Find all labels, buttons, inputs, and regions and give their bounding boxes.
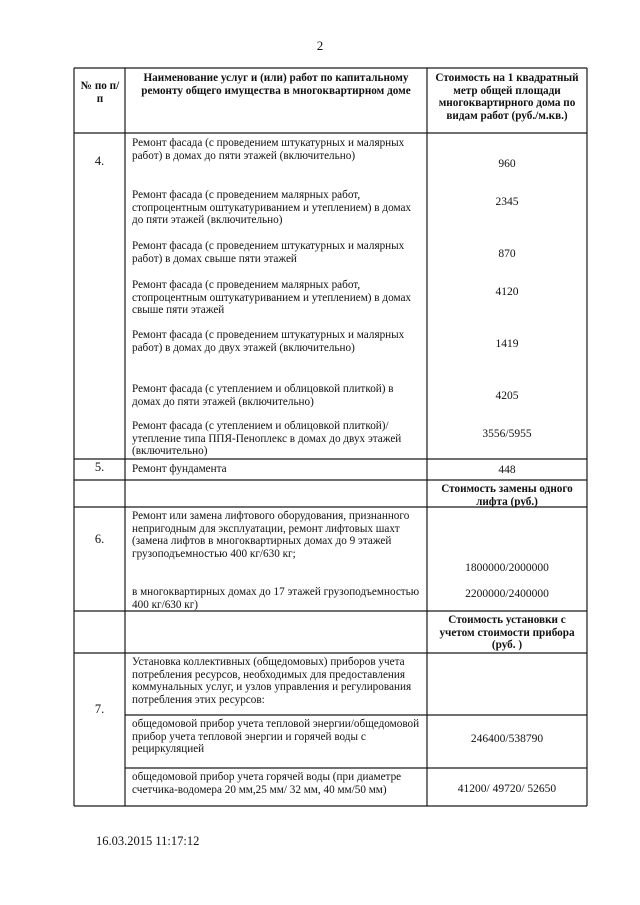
section-4-number: 4. [94,154,105,168]
hot-water-meter-value: 41200/ 49720/ 52650 [457,783,557,795]
facade-item-2-text: Ремонт фасада (с проведением малярных работ, стопроцентным оштукатуриванием и утеплением) в домах до пяти этажей (включительно) [132,189,412,227]
lift-replacement-17-floors-text: в многоквартирных домах до 17 этажей грузоподъемностью 400 кг/630 кг) [132,586,420,611]
meter-cost-header: Стоимость установки с учетом стоимости прибора (руб. ) [439,614,575,652]
facade-item-5-text: Ремонт фасада (с проведением штукатурных и малярных работ) в домах до двух этажей (включительно) [132,329,405,354]
heat-meter-text: общедомовой прибор учета тепловой энергии/общедомовой прибор учета тепловой энергии и горячей воды с рециркуляцией [132,718,420,756]
facade-item-7-text: Ремонт фасада (с утеплением и облицовкой плиткой)/утепление типа ППЯ-Пеноплекс в домах до двух этажей (включительно) [132,420,402,458]
page-number: 2 [316,38,324,53]
lift-replacement-value-17-floors: 2200000/2400000 [465,588,549,600]
hot-water-meter-text: общедомовой прибор учета горячей воды (при диаметре счетчика-водомера 20 мм,25 мм/ 32 мм, 40 мм/50 мм) [132,771,402,796]
lift-cost-header: Стоимость замены одного лифта (руб.) [441,483,573,508]
heat-meter-value: 246400/538790 [470,733,544,745]
foundation-repair-value: 448 [498,464,516,476]
meter-installation-intro: Установка коллективных (общедомовых) приборов учета потребления ресурсов, необходимых для предоставления коммунальных услуг, и узлов управления и регулирования потребления этих ресурсов: [132,656,412,706]
header-service-name: Наименование услуг и (или) работ по капитальному ремонту общего имущества в многоквартирном доме [141,72,411,97]
header-cost-per-sqm: Стоимость на 1 квадратный метр общей площади многоквартирного дома по видам работ (руб./м.кв.) [435,72,579,122]
foundation-repair-text: Ремонт фундамента [132,463,227,475]
facade-item-7-value: 3556/5955 [482,428,532,440]
facade-item-6-text: Ремонт фасада (с утеплением и облицовкой плиткой) в домах до пяти этажей (включительно) [132,383,394,408]
facade-item-1-value: 960 [498,158,516,170]
lift-replacement-text: Ремонт или замена лифтового оборудования, признанного непригодным для эксплуатации, ремонт лифтовых шахт (замена лифтов в многоквартирных домах до 9 этажей грузоподъемностью 400 кг/630 кг; [132,510,410,560]
section-6-number: 6. [94,532,105,546]
facade-item-5-value: 1419 [495,338,519,350]
facade-item-6-value: 4205 [495,390,519,402]
section-7-number: 7. [94,702,105,716]
section-5-number: 5. [94,460,105,474]
header-number: № по п/п [80,80,120,105]
facade-item-4-value: 4120 [495,286,519,298]
facade-item-3-text: Ремонт фасада (с проведением штукатурных и малярных работ) в домах свыше пяти этажей [132,240,405,265]
facade-item-3-value: 870 [498,248,516,260]
facade-item-4-text: Ремонт фасада (с проведением малярных работ, стопроцентным оштукатуриванием и утеплением) в домах свыше пяти этажей [132,279,412,317]
facade-item-1-text: Ремонт фасада (с проведением штукатурных и малярных работ) в домах до пяти этажей (включительно) [132,137,405,162]
facade-item-2-value: 2345 [495,196,519,208]
print-timestamp: 16.03.2015 11:17:12 [96,834,200,848]
lift-replacement-value-9-floors: 1800000/2000000 [465,562,549,574]
